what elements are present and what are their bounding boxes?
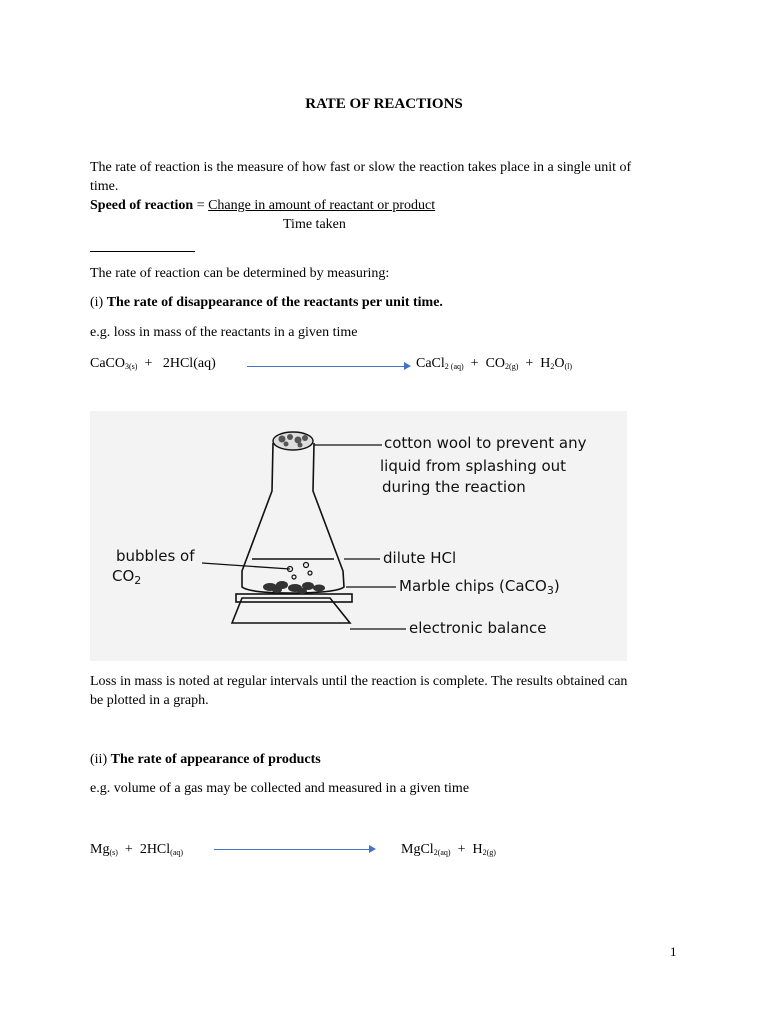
label-bubbles-1: bubbles of [116,547,195,565]
label-marble-text: Marble chips (CaCO [399,577,547,595]
reactant-caco3: CaCO [90,356,125,371]
sub: 3 [125,362,129,371]
sub: (s) [109,848,118,857]
intro-line-2: time. [90,179,119,194]
page-number: 1 [670,944,677,959]
loss-line-2: be plotted in a graph. [90,693,209,708]
plus: + [450,842,473,857]
label-bubbles-2 [112,567,141,587]
plus: + [137,356,163,371]
conical-flask [242,443,344,593]
section2-example: e.g. volume of a gas may be collected and measured in a given time [90,781,470,796]
label-cotton-2: liquid from splashing out [380,457,567,475]
apparatus-diagram [90,411,627,661]
divider-rule [90,251,195,252]
sub: 2 (aq) [444,362,464,371]
sub: 2(g) [505,362,519,371]
gas-bubbles [288,563,313,580]
sub: 2(aq) [433,848,451,857]
sub: 2 [550,362,555,371]
sub: (s) [129,362,138,371]
speed-numerator: Change in amount of reactant or product [208,198,436,213]
label-dilute-hcl: dilute HCl [383,549,457,567]
equation2-reactants [90,841,183,859]
section2-number: (ii) [90,752,111,767]
plus: + [518,356,541,371]
label-bubbles-sub: 2 [134,574,142,587]
product-cacl2: CaCl [416,356,445,371]
label-cotton-3: during the reaction [382,478,526,496]
label-cotton-1: cotton wool to prevent any [384,434,587,452]
equation1-products [416,355,572,373]
label-marble-end: ) [553,577,560,595]
loss-line-1: Loss in mass is noted at regular intervals until the reaction is complete. The results obtained can [90,674,628,689]
sub: 2(g) [482,848,496,857]
sub: (aq) [170,848,184,857]
intro-line-1: The rate of reaction is the measure of how fast or slow the reaction takes place in a single unit of [90,160,632,175]
speed-equals: = [193,198,209,213]
speed-label: Speed of reaction [90,198,194,213]
speed-denominator: Time taken [283,217,346,232]
section2-heading [90,751,321,769]
sub: (l) [564,362,573,371]
label-marble-sub: 3 [546,584,554,597]
product-h2o: H [540,356,551,371]
reaction-arrow-1 [247,366,409,367]
label-marble-chips [399,577,560,597]
speed-formula [90,197,435,215]
plus: + [117,842,140,857]
cotton-wool [273,432,313,450]
product-h2: H [472,842,483,857]
section2-title: The rate of appearance of products [110,752,321,767]
section1-example: e.g. loss in mass of the reactants in a given time [90,325,358,340]
label-balance: electronic balance [409,619,547,637]
reactant-hcl: 2HCl(aq) [162,356,216,371]
reactant-mg: Mg [90,842,110,857]
plus: + [463,356,486,371]
label-bubbles-co: CO [112,567,135,585]
product-mgcl2: MgCl [401,842,434,857]
page-title: RATE OF REACTIONS [305,96,463,112]
equation1-reactants [90,355,216,373]
section1-heading [90,294,443,312]
equation2-products [401,841,496,859]
apparatus-drawing [90,411,627,661]
section1-title: The rate of disappearance of the reactants per unit time. [106,295,443,310]
product-co2: CO [485,356,506,371]
reaction-arrow-2 [214,849,374,850]
determined-text: The rate of reaction can be determined by measuring: [90,266,390,281]
reactant-hcl: 2HCl [139,842,171,857]
section1-number: (i) [90,295,107,310]
product-h2o-o: O [554,356,565,371]
